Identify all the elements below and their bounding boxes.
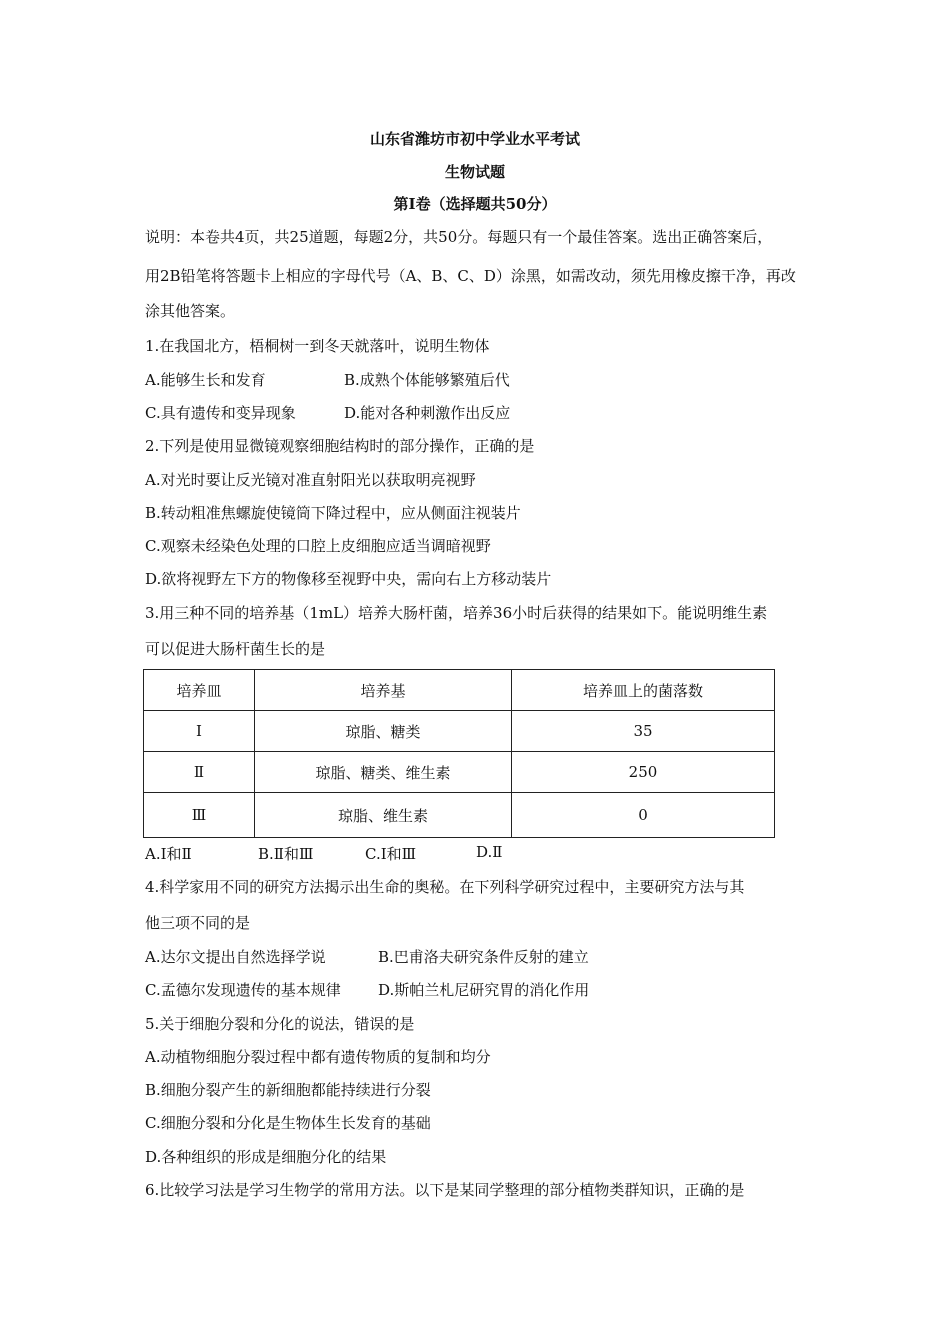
section-title: 第Ⅰ卷（选择题共50分）: [393, 195, 557, 213]
question-4-stem-line-1: 4.科学家用不同的研究方法揭示出生命的奥秘。在下列科学研究过程中，主要研究方法与其: [145, 878, 745, 896]
question-2-option-b: B.转动粗准焦螺旋使镜筒下降过程中，应从侧面注视装片: [145, 504, 521, 522]
exam-subtitle: 生物试题: [444, 163, 505, 181]
question-4-option-b: B.巴甫洛夫研究条件反射的建立: [378, 948, 589, 966]
question-4-stem-line-2: 他三项不同的是: [145, 914, 251, 932]
question-5-option-d: D.各种组织的形成是细胞分化的结果: [145, 1148, 387, 1166]
question-3-stem-line-2: 可以促进大肠杆菌生长的是: [145, 640, 326, 658]
question-2-option-c: C.观察未经染色处理的口腔上皮细胞应适当调暗视野: [145, 537, 491, 555]
colony-count-table: [143, 669, 775, 838]
table-header-cell: 培养皿上的菌落数: [512, 670, 775, 711]
table-row: [144, 793, 775, 838]
table-cell: 琼脂、糖类: [255, 711, 512, 752]
table-row: [144, 752, 775, 793]
question-5-stem: 5.关于细胞分裂和分化的说法，错误的是: [145, 1015, 415, 1033]
question-2-stem: 2.下列是使用显微镜观察细胞结构时的部分操作，正确的是: [145, 437, 535, 455]
table-cell: Ⅱ: [144, 752, 255, 793]
table-cell: Ⅰ: [144, 711, 255, 752]
question-4-option-a: A.达尔文提出自然选择学说: [145, 948, 326, 966]
table-header-cell: 培养皿: [144, 670, 255, 711]
question-1-option-b: B.成熟个体能够繁殖后代: [344, 371, 510, 389]
question-1-option-d: D.能对各种刺激作出反应: [344, 404, 511, 422]
question-3-option-b: B.Ⅱ和Ⅲ: [258, 845, 314, 863]
table-cell: 0: [512, 793, 775, 838]
table-header-cell: 培养基: [255, 670, 512, 711]
instructions-line-1: 说明：本卷共4页，共25道题，每题2分，共50分。每题只有一个最佳答案。选出正确答案后，: [145, 228, 773, 246]
table-cell: 琼脂、糖类、维生素: [255, 752, 512, 793]
exam-title: 山东省潍坊市初中学业水平考试: [369, 130, 580, 148]
table-cell: 琼脂、维生素: [255, 793, 512, 838]
table-cell: Ⅲ: [144, 793, 255, 838]
table-row: [144, 711, 775, 752]
question-4-option-d: D.斯帕兰札尼研究胃的消化作用: [378, 981, 590, 999]
question-2-option-d: D.欲将视野左下方的物像移至视野中央，需向右上方移动装片: [145, 570, 552, 588]
question-2-option-a: A.对光时要让反光镜对准直射阳光以获取明亮视野: [145, 471, 476, 489]
question-3-stem-line-1: 3.用三种不同的培养基（1mL）培养大肠杆菌，培养36小时后获得的结果如下。能说明维生素: [145, 604, 768, 622]
question-3-option-a: A.Ⅰ和Ⅱ: [145, 845, 192, 863]
question-3-option-c: C.Ⅰ和Ⅲ: [365, 845, 417, 863]
question-5-option-b: B.细胞分裂产生的新细胞都能持续进行分裂: [145, 1081, 431, 1099]
question-6-stem: 6.比较学习法是学习生物学的常用方法。以下是某同学整理的部分植物类群知识，正确的是: [145, 1181, 745, 1199]
question-1-option-a: A.能够生长和发育: [145, 371, 266, 389]
table-header-row: [144, 670, 775, 711]
instructions-line-3: 涂其他答案。: [145, 302, 236, 320]
question-1-stem: 1.在我国北方，梧桐树一到冬天就落叶，说明生物体: [145, 337, 490, 355]
question-4-option-c: C.孟德尔发现遗传的基本规律: [145, 981, 341, 999]
question-1-option-c: C.具有遗传和变异现象: [145, 404, 296, 422]
table-cell: 250: [512, 752, 775, 793]
question-3-option-d: D.Ⅱ: [476, 843, 503, 861]
instructions-line-2: 用2B铅笔将答题卡上相应的字母代号（A、B、C、D）涂黑，如需改动，须先用橡皮擦干净，再改: [145, 267, 796, 285]
question-5-option-c: C.细胞分裂和分化是生物体生长发育的基础: [145, 1114, 431, 1132]
table-cell: 35: [512, 711, 775, 752]
question-5-option-a: A.动植物细胞分裂过程中都有遗传物质的复制和均分: [145, 1048, 491, 1066]
